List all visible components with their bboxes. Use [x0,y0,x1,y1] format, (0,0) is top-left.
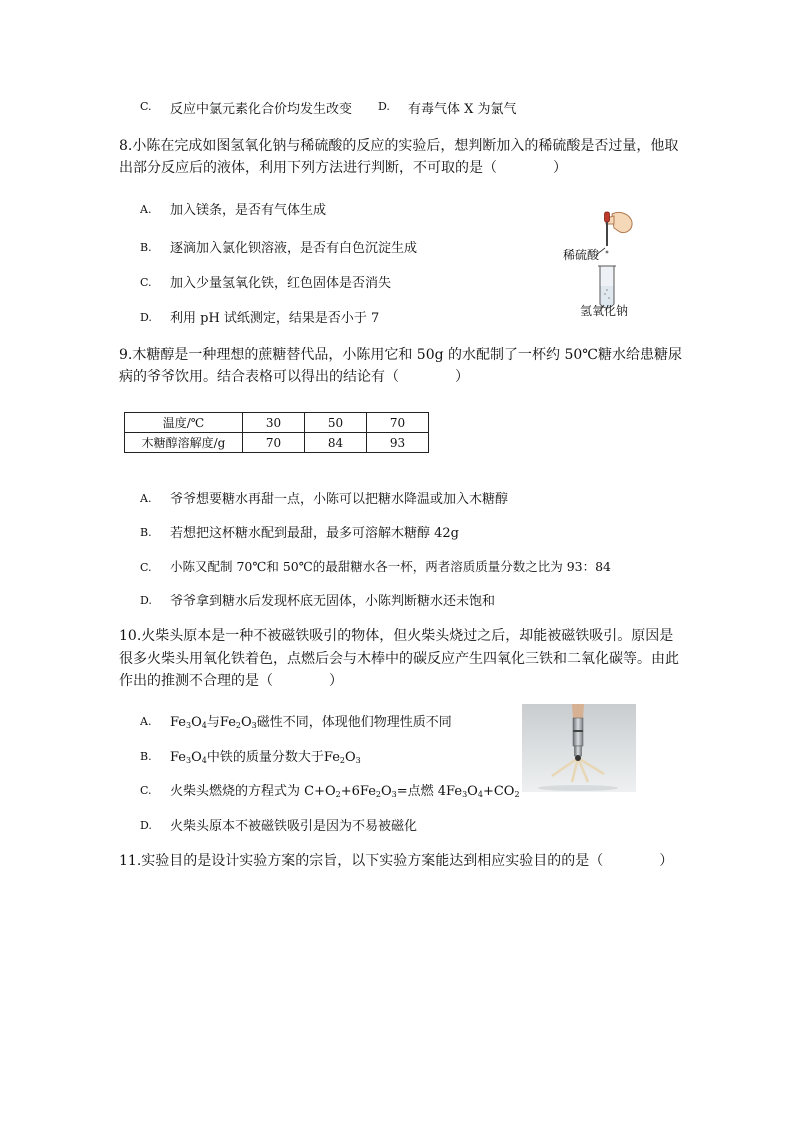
table-cell: 50 [305,413,367,433]
q10-option-a-text: $Fe_3O_4$与$Fe_2O_3$磁性不同，体现他们物理性质不同 [170,715,452,730]
table-cell: 温度/℃ [125,413,243,433]
q11-stem: 11.实验目的是设计实验方案的宗旨，以下实验方案能达到相应实验目的的是（ ） [119,853,674,869]
q8-option-d-letter: D. [140,311,152,324]
table-cell: 84 [305,433,367,453]
q10-stem-line3: 作出的推测不合理的是（ ） [119,673,343,689]
q8-option-b-letter: B. [140,241,152,254]
q10-option-d-text: 火柴头原本不被磁铁吸引是因为不易被磁化 [170,819,418,834]
q9-option-c-letter: C. [140,561,152,574]
label-dilute-sulfuric-acid: 稀硫酸 [563,248,600,262]
q10-option-c-letter: C. [140,784,152,797]
q8-option-c-letter: C. [140,276,152,289]
q10-option-b-text: $Fe_3O_4$中铁的质量分数大于$Fe_2O_3$ [170,750,361,765]
q9-option-b-letter: B. [140,526,152,539]
q8-option-d-text: 利用 pH 试纸测定，结果是否小于 7 [170,311,380,326]
q7-option-c-letter: C. [140,100,152,113]
q10-stem-line1: 10.火柴头原本是一种不被磁铁吸引的物体，但火柴头烧过之后，却能被磁铁吸引。原因是 [119,628,674,644]
q8-stem-line2: 出部分反应后的液体，利用下列方法进行判断，不可取的是（ ） [119,160,567,176]
q8-option-a-text: 加入镁条，是否有气体生成 [170,203,327,218]
magnet-match-photo [522,704,636,792]
q9-option-c-text: 小陈又配制 70℃和 50℃的最甜糖水各一杯，两者溶质质量分数之比为 93：84 [170,559,612,574]
q8-option-b-text: 逐滴加入氯化钡溶液，是否有白色沉淀生成 [170,241,418,256]
q9-option-d-letter: D. [140,594,152,607]
table-cell: 70 [243,433,305,453]
table-cell: 木糖醇溶解度/g [125,433,243,453]
q9-stem-line2: 病的爷爷饮用。结合表格可以得出的结论有（ ） [119,369,469,385]
table-cell: 30 [243,413,305,433]
q10-option-b-letter: B. [140,750,152,763]
table-cell: 70 [367,413,429,433]
q9-option-b-text: 若想把这杯糖水配到最甜，最多可溶解木糖醇 42g [170,526,459,541]
q8-option-c-text: 加入少量氢氧化铁，红色固体是否消失 [170,276,392,291]
q8-option-a-letter: A. [140,203,152,216]
q10-option-d-letter: D. [140,819,152,832]
solubility-table [124,412,429,453]
table-row [125,433,429,453]
q10-option-c-text: 火柴头燃烧的方程式为 $C+O_2+6Fe_2O_3=$点燃 $4Fe_3O_4+CO_2$ [170,784,520,799]
q10-stem-line2: 很多火柴头用氧化铁着色，点燃后会与木棒中的碳反应产生四氧化三铁和二氧化碳等。由此 [119,651,679,667]
q9-option-a-text: 爷爷想要糖水再甜一点，小陈可以把糖水降温或加入木糖醇 [170,492,509,507]
table-cell: 93 [367,433,429,453]
q9-option-a-letter: A. [140,492,152,505]
q10-option-a-letter: A. [140,715,152,728]
q9-option-d-text: 爷爷拿到糖水后发现杯底无固体，小陈判断糖水还未饱和 [170,594,496,609]
label-sodium-hydroxide: 氢氧化钠 [580,304,629,318]
q7-option-d-letter: D. [378,100,390,113]
q7-option-d-text: 有毒气体 X 为氯气 [408,102,517,117]
magnet-match-photo-image [522,704,636,792]
q8-stem-line1: 8.小陈在完成如图氢氧化钠与稀硫酸的反应的实验后，想判断加入的稀硫酸是否过量，他取 [119,138,679,154]
q9-stem-line1: 9.木糖醇是一种理想的蔗糖替代品，小陈用它和 50g 的水配制了一杯约 50℃糖水给患糖尿 [119,347,682,363]
table-row [125,413,429,433]
q7-option-c-text: 反应中氯元素化合价均发生改变 [170,102,353,117]
